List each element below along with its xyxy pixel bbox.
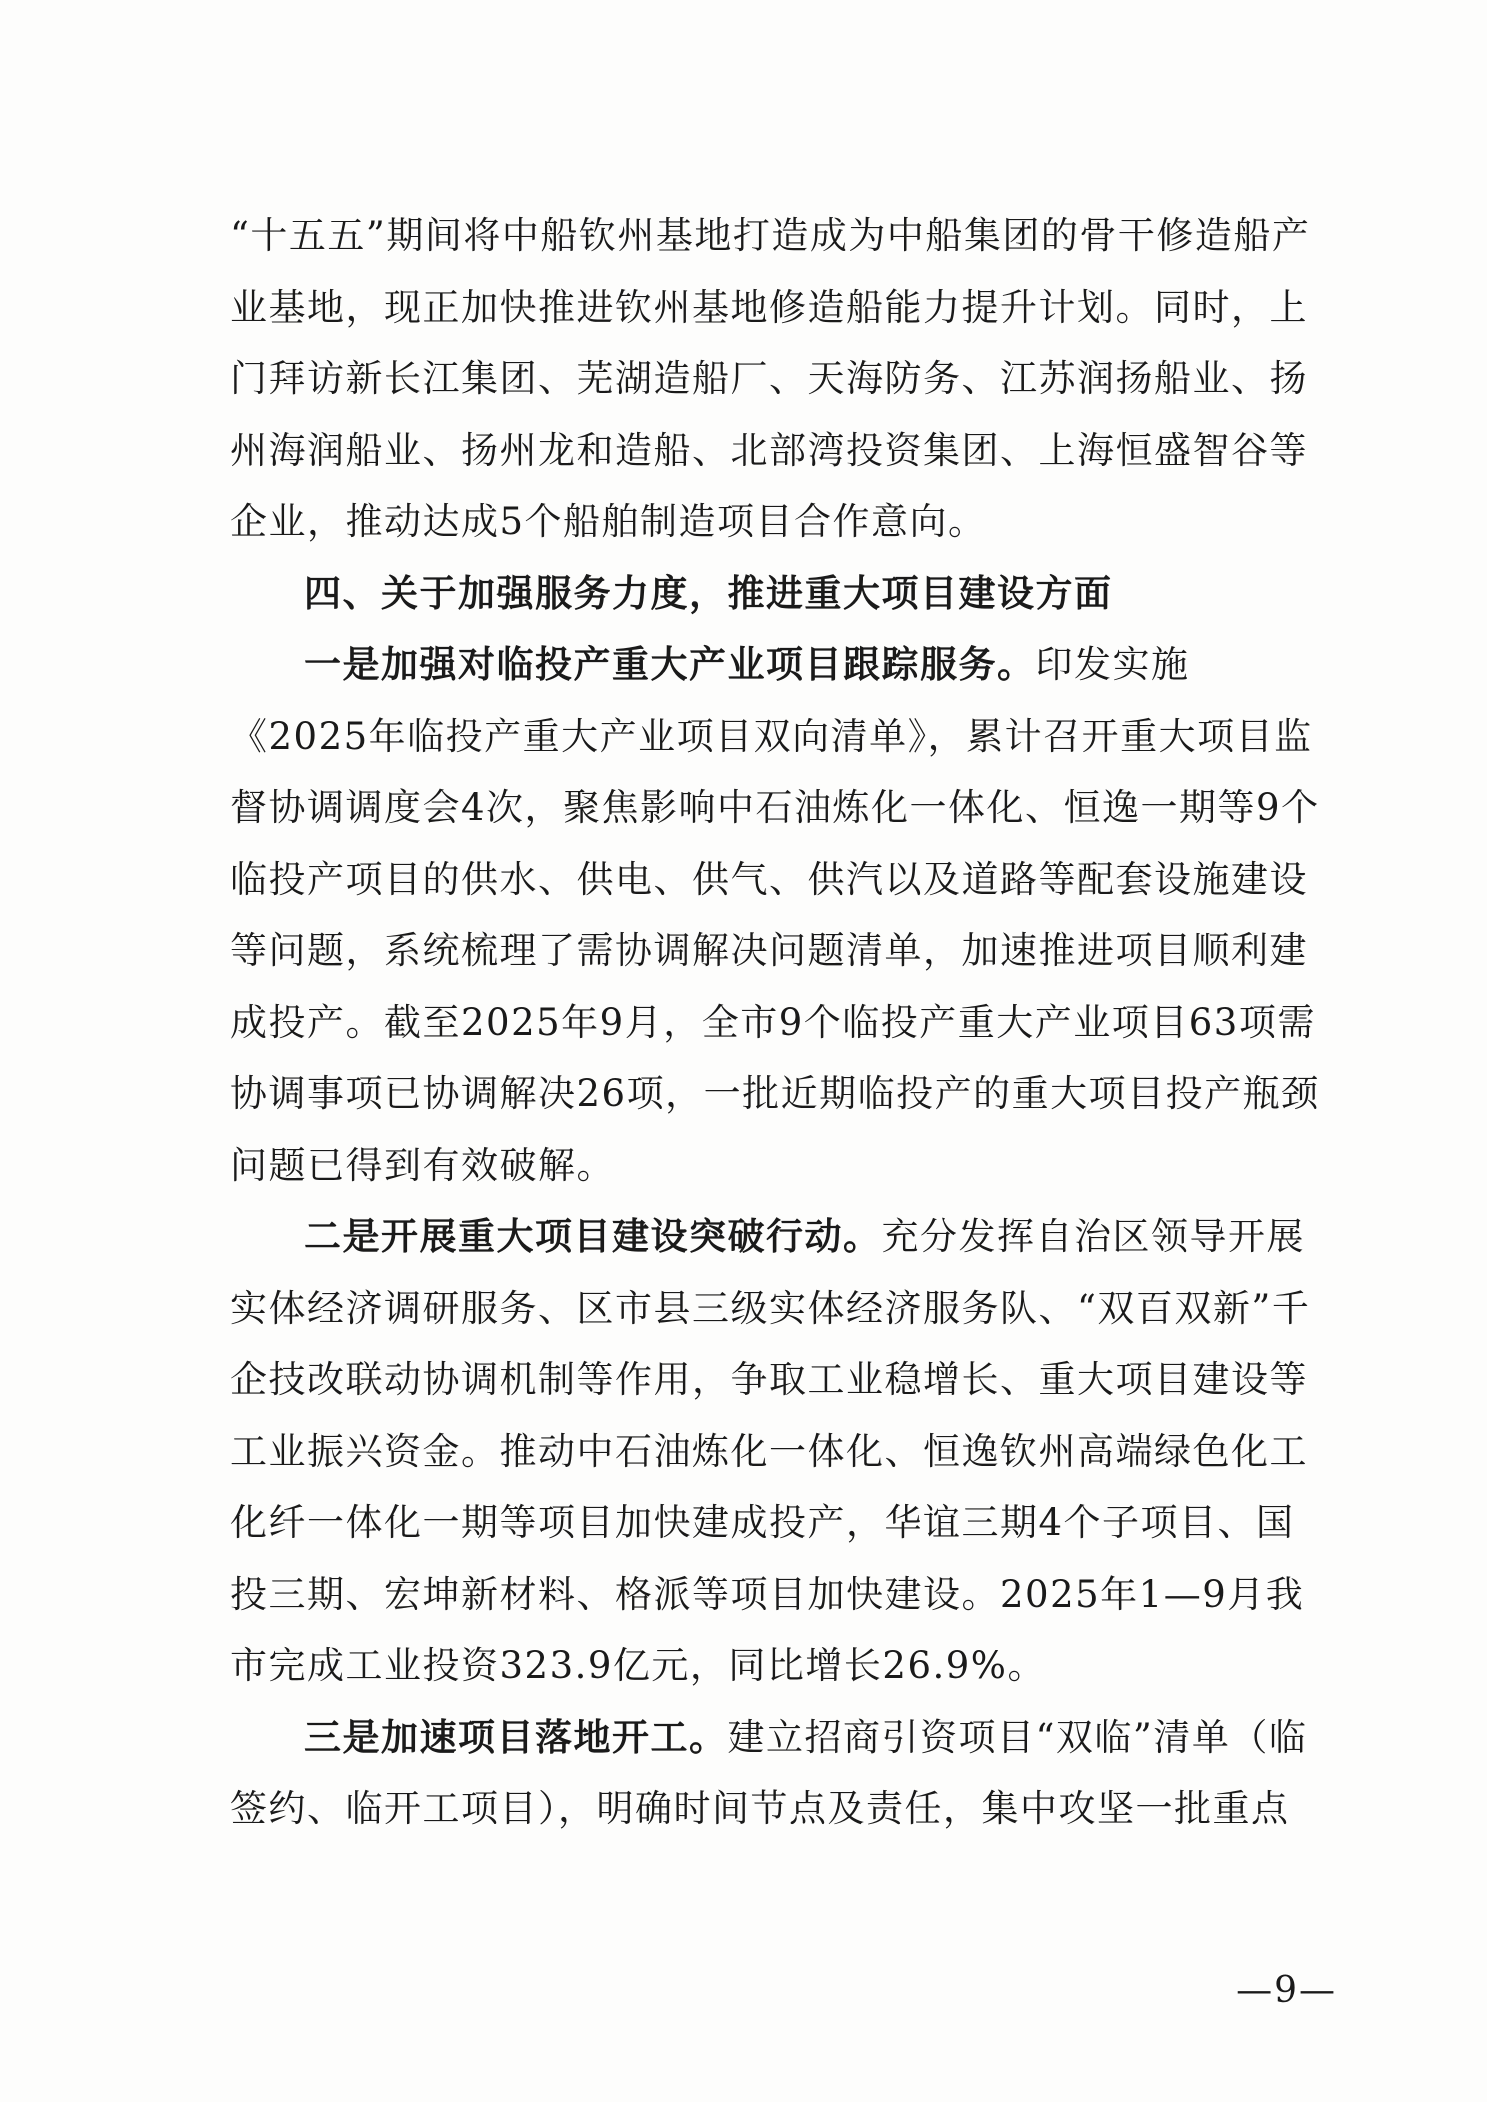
paragraph-text: 建立招商引资项目“双临”清单（临签约、临开工项目），明确时间节点及责任，集中攻坚一批重点 xyxy=(230,1715,1308,1830)
paragraph-item-3 xyxy=(230,1702,1320,1845)
paragraph-text: 印发实施《2025年临投产重大产业项目双向清单》，累计召开重大项目监督协调调度会4次，聚焦影响中石油炼化一体化、恒逸一期等9个临投产项目的供水、供电、供气、供汽以及道路等配套设施建设等问题，系统梳理了需协调解决问题清单，加速推进项目顺利建成投产。截至2025年9月，全市9个临投产重大产业项目63项需协调事项已协调解决26项，一批近期临投产的重大项目投产瓶颈问题已得到有效破解。 xyxy=(230,643,1320,1187)
paragraph-text: 充分发挥自治区领导开展实体经济调研服务、区市县三级实体经济服务队、“双百双新”千企技改联动协调机制等作用，争取工业稳增长、重大项目建设等工业振兴资金。推动中石油炼化一体化、恒逸钦州高端绿色化工化纤一体化一期等项目加快建成投产，华谊三期4个子项目、国投三期、宏坤新材料、格派等项目加快建设。2025年1—9月我市完成工业投资323.9亿元，同比增长26.9%。 xyxy=(230,1215,1311,1687)
page-number: —9— xyxy=(1236,1970,1337,2011)
paragraph-lead: 三是加速项目落地开工。 xyxy=(304,1714,728,1759)
section-heading: 四、关于加强服务力度，推进重大项目建设方面 xyxy=(304,571,1113,615)
paragraph-lead: 一是加强对临投产重大产业项目跟踪服务。 xyxy=(304,642,1036,686)
continuation-paragraph: “十五五”期间将中船钦州基地打造成为中船集团的骨干修造船产业基地，现正加快推进钦州基地修造船能力提升计划。同时，上门拜访新长江集团、芜湖造船厂、天海防务、江苏润扬船业、扬州海润船业、扬州龙和造船、北部湾投资集团、上海恒盛智谷等企业，推动达成5个船舶制造项目合作意向。 xyxy=(230,214,1311,543)
paragraph-item-1 xyxy=(230,629,1320,1201)
document-body xyxy=(230,200,1320,1845)
paragraph-lead: 二是开展重大项目建设突破行动。 xyxy=(304,1214,882,1258)
paragraph-item-2 xyxy=(230,1201,1320,1702)
